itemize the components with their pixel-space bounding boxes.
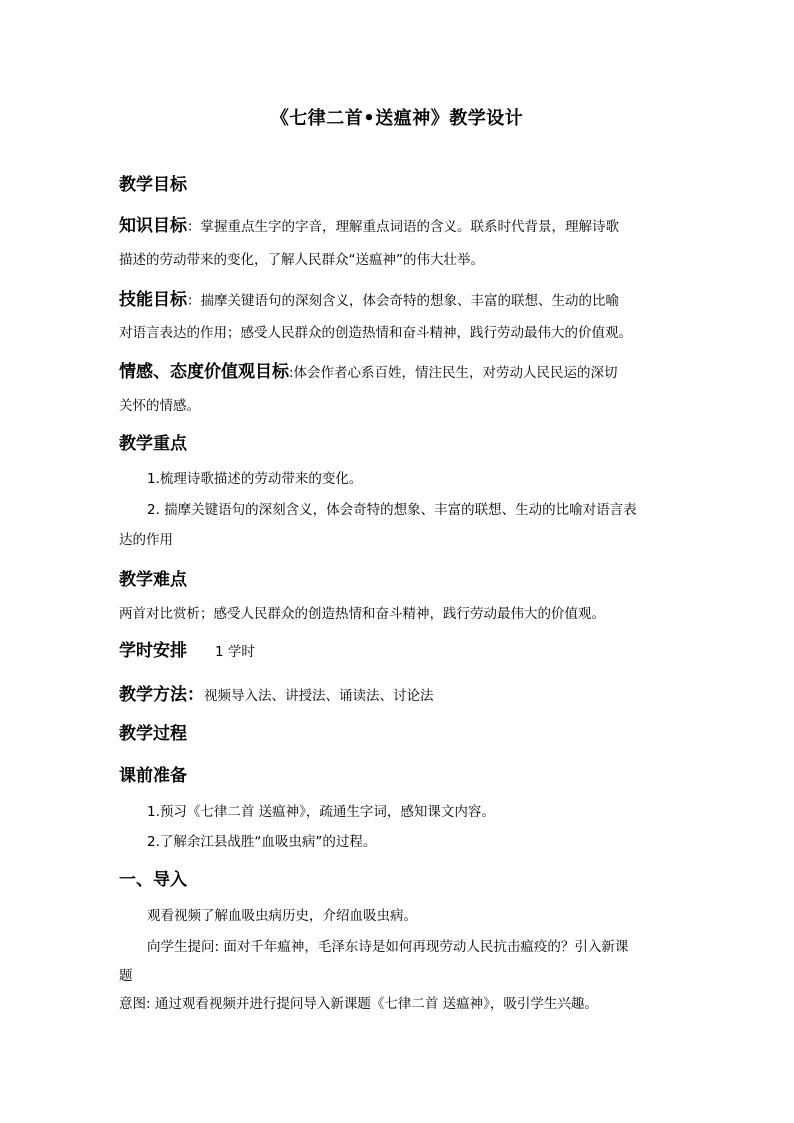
methods-line xyxy=(119,680,434,705)
heading-intro: 一、导入 xyxy=(119,870,187,890)
knowledge-objective-line2: 描述的劳动带来的变化，了解人民群众“送瘟神”的伟大壮举。 xyxy=(119,252,484,268)
skill-objective-line2: 对语言表达的作用；感受人民群众的创造热情和奋斗精神，践行劳动最伟大的价值观。 xyxy=(119,325,632,341)
knowledge-objective-text: ：掌握重点生字的字音，理解重点词语的含义。联系时代背景，理解诗歌 xyxy=(187,219,619,235)
intro-paragraph-2-line2: 题 xyxy=(119,968,133,984)
heading-key-points: 教学重点 xyxy=(119,434,187,454)
knowledge-objective-label: 知识目标 xyxy=(119,216,187,236)
heading-preparation: 课前准备 xyxy=(119,766,187,786)
methods-value: 视频导入法、讲授法、诵读法、讨论法 xyxy=(204,688,434,704)
intro-paragraph-3: 意图: 通过观看视频并进行提问导入新课题《七律二首 送瘟神》，吸引学生兴趣。 xyxy=(119,996,598,1012)
document-title: 《七律二首•送瘟神》教学设计 xyxy=(270,108,524,129)
emotion-objective-label: 情感、态度价值观目标 xyxy=(119,362,289,382)
schedule-value: 1 学时 xyxy=(215,644,255,660)
key-point-1: 1.梳理诗歌描述的劳动带来的变化。 xyxy=(147,471,363,487)
skill-objective-label: 技能目标 xyxy=(119,290,187,310)
schedule-line xyxy=(119,636,255,661)
skill-objective-line1 xyxy=(119,285,619,310)
key-point-2-line2: 达的作用 xyxy=(119,532,173,548)
emotion-objective-line2: 关怀的情感。 xyxy=(119,398,200,414)
difficulties-text: 两首对比赏析；感受人民群众的创造热情和奋斗精神，践行劳动最伟大的价值观。 xyxy=(119,606,605,622)
schedule-label: 学时安排 xyxy=(119,641,187,661)
preparation-item-1: 1.预习《七律二首 送瘟神》，疏通生字词，感知课文内容。 xyxy=(147,804,495,820)
preparation-item-2: 2.了解余江县战胜“血吸虫病”的过程。 xyxy=(147,834,377,850)
heading-difficulties: 教学难点 xyxy=(119,570,187,590)
heading-process: 教学过程 xyxy=(119,724,187,744)
emotion-objective-text: :体会作者心系百姓，情注民生，对劳动人民民运的深切 xyxy=(289,365,618,381)
emotion-objective-line1 xyxy=(119,357,618,382)
intro-paragraph-2-line1: 向学生提问: 面对千年瘟神，毛泽东诗是如何再现劳动人民抗击瘟疫的？引入新课 xyxy=(147,939,629,955)
skill-objective-text: ：揣摩关键语句的深刻含义，体会奇特的想象、丰富的联想、生动的比喻 xyxy=(187,293,619,309)
heading-objectives: 教学目标 xyxy=(119,175,187,195)
key-point-2-line1: 2. 揣摩关键语句的深刻含义，体会奇特的想象、丰富的联想、生动的比喻对语言表 xyxy=(147,502,637,518)
knowledge-objective-line1 xyxy=(119,211,619,236)
methods-label: 教学方法： xyxy=(119,685,204,705)
intro-paragraph-1: 观看视频了解血吸虫病历史，介绍血吸虫病。 xyxy=(147,908,417,924)
